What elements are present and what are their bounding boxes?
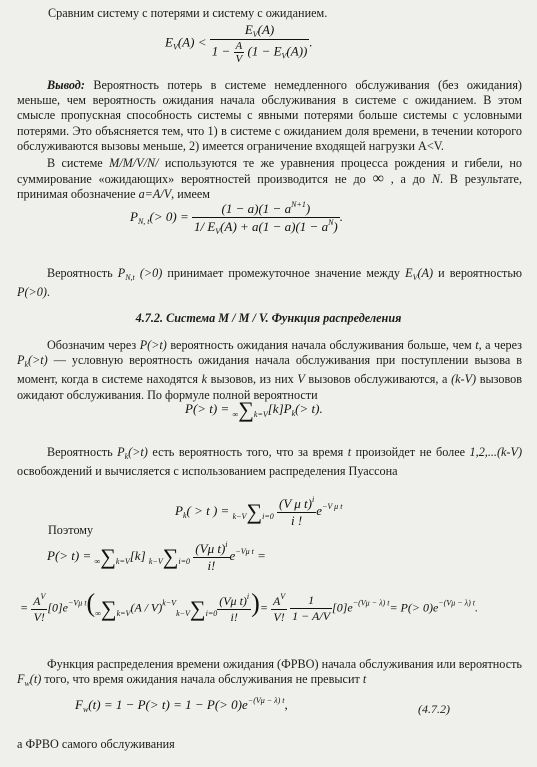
closing-text: а ФРВО самого обслуживания — [17, 737, 175, 751]
section-title: 4.7.2. Система M / M / V. Функция распределения — [135, 311, 402, 325]
poisson-paragraph: Вероятность $P_k(>t)$ есть вероятность того, что за время t произойдет не более 1,2,...(k-V) освобождений и вычисляется с использованием распределения Пуассона — [17, 445, 522, 479]
equation-expansion: = $\frac{A^V}{V!}$ $[0]e^{-V\mu t}(\infty\sum k=V(A / V)^{k-V}k-V\sum i=0$ $\frac{(V\mu t)^i}{i!}$ )= $\frac{A^V}{V!}$ $\frac{1}{1 - A/V}$ $[0]e^{-(V\mu - \lambda) t}= P(> 0)e^{-(V\mu - \lambda) t}$. — [20, 588, 478, 624]
mmvn-paragraph: В системе M/M/V/N/ используются те же уравнения процесса рождения и гибели, но суммирование «ожидающих» вероятностей производится не до ∞ , а до N. В результате, принимая обозначение a=A/V, имеем — [17, 156, 522, 202]
equation-pnt: $P_{N, t}(> 0)$ = $\frac{(1 - a)(1 - a^{N+1})}{1/ E_V(A) + a(1 - a)(1 - a^N)}$ . — [130, 200, 344, 236]
notation-paragraph: Обозначим через P(>t) вероятность ожидания начала обслуживания больше, чем t, а через $P_k(>t)$ — условную вероятность ожидания начала обслуживания при поступлении вызова в момент, когда в системе находятся k вызовов, из них V вызовов обслуживаются, а (k-V) вызовов ожидают обслуживания. По формуле полной вероятности — [17, 338, 522, 402]
equation-total-probability: $P(> t) = \infty\sum k=V[k]P_k(> t)$. — [185, 397, 323, 422]
equation-p-gt-t: P(> t) = ∞∑k=V[k] k−V∑i=0 $\frac{(V\mu t)^i}{i!}$ $e^{-V\mu t}$ = — [47, 540, 266, 573]
conclusion-label: Вывод: — [47, 78, 85, 92]
fpvo-paragraph: Функция распределения времени ожидания (ФРВО) начала обслуживания или вероятность $F_w(t)$ того, что время ожидания начала обслуживания не превысит t — [17, 657, 522, 689]
equation-ev-bound: $E_V(A)$ < $E_V(A)$ 1 − $\frac{A}{V}$ $(1 - E_V(A))$ . — [165, 22, 313, 65]
therefore-text: Поэтому — [48, 523, 94, 537]
conclusion-paragraph: Вывод: Вероятность потерь в системе немедленного обслуживания (без ожидания) меньше, чем вероятность ожидания начала обслуживания в системе с ожиданием. В этом смысле пропускная способность системы с явными потерями больше системы с условными потерями. Это объясняется тем, что 1) в системе с ожиданием доля времени, в течении которого обслуживаются вызовы меньше, 2) имеется ограничение входящей нагрузки A<V. — [17, 78, 522, 153]
intro-text: Сравним систему с потерями и систему с ожиданием. — [48, 6, 328, 20]
equation-number: (4.7.2) — [418, 702, 450, 716]
intermediate-paragraph: Вероятность $P_{N,t}$ (>0) принимает промежуточное значение между $E_V(A)$ и вероятностью P(>0). — [17, 266, 523, 300]
equation-fw: $F_w(t) = 1 - P(> t) = 1 - P(> 0)e^{-(V\mu - \lambda) t}$, — [75, 696, 288, 714]
equation-pk-poisson: $P_k( > t$ ) = k−V∑i=0 $\frac{(V \mu t)^i}{i !}$ $e^{-V \mu t}$ — [175, 495, 343, 528]
